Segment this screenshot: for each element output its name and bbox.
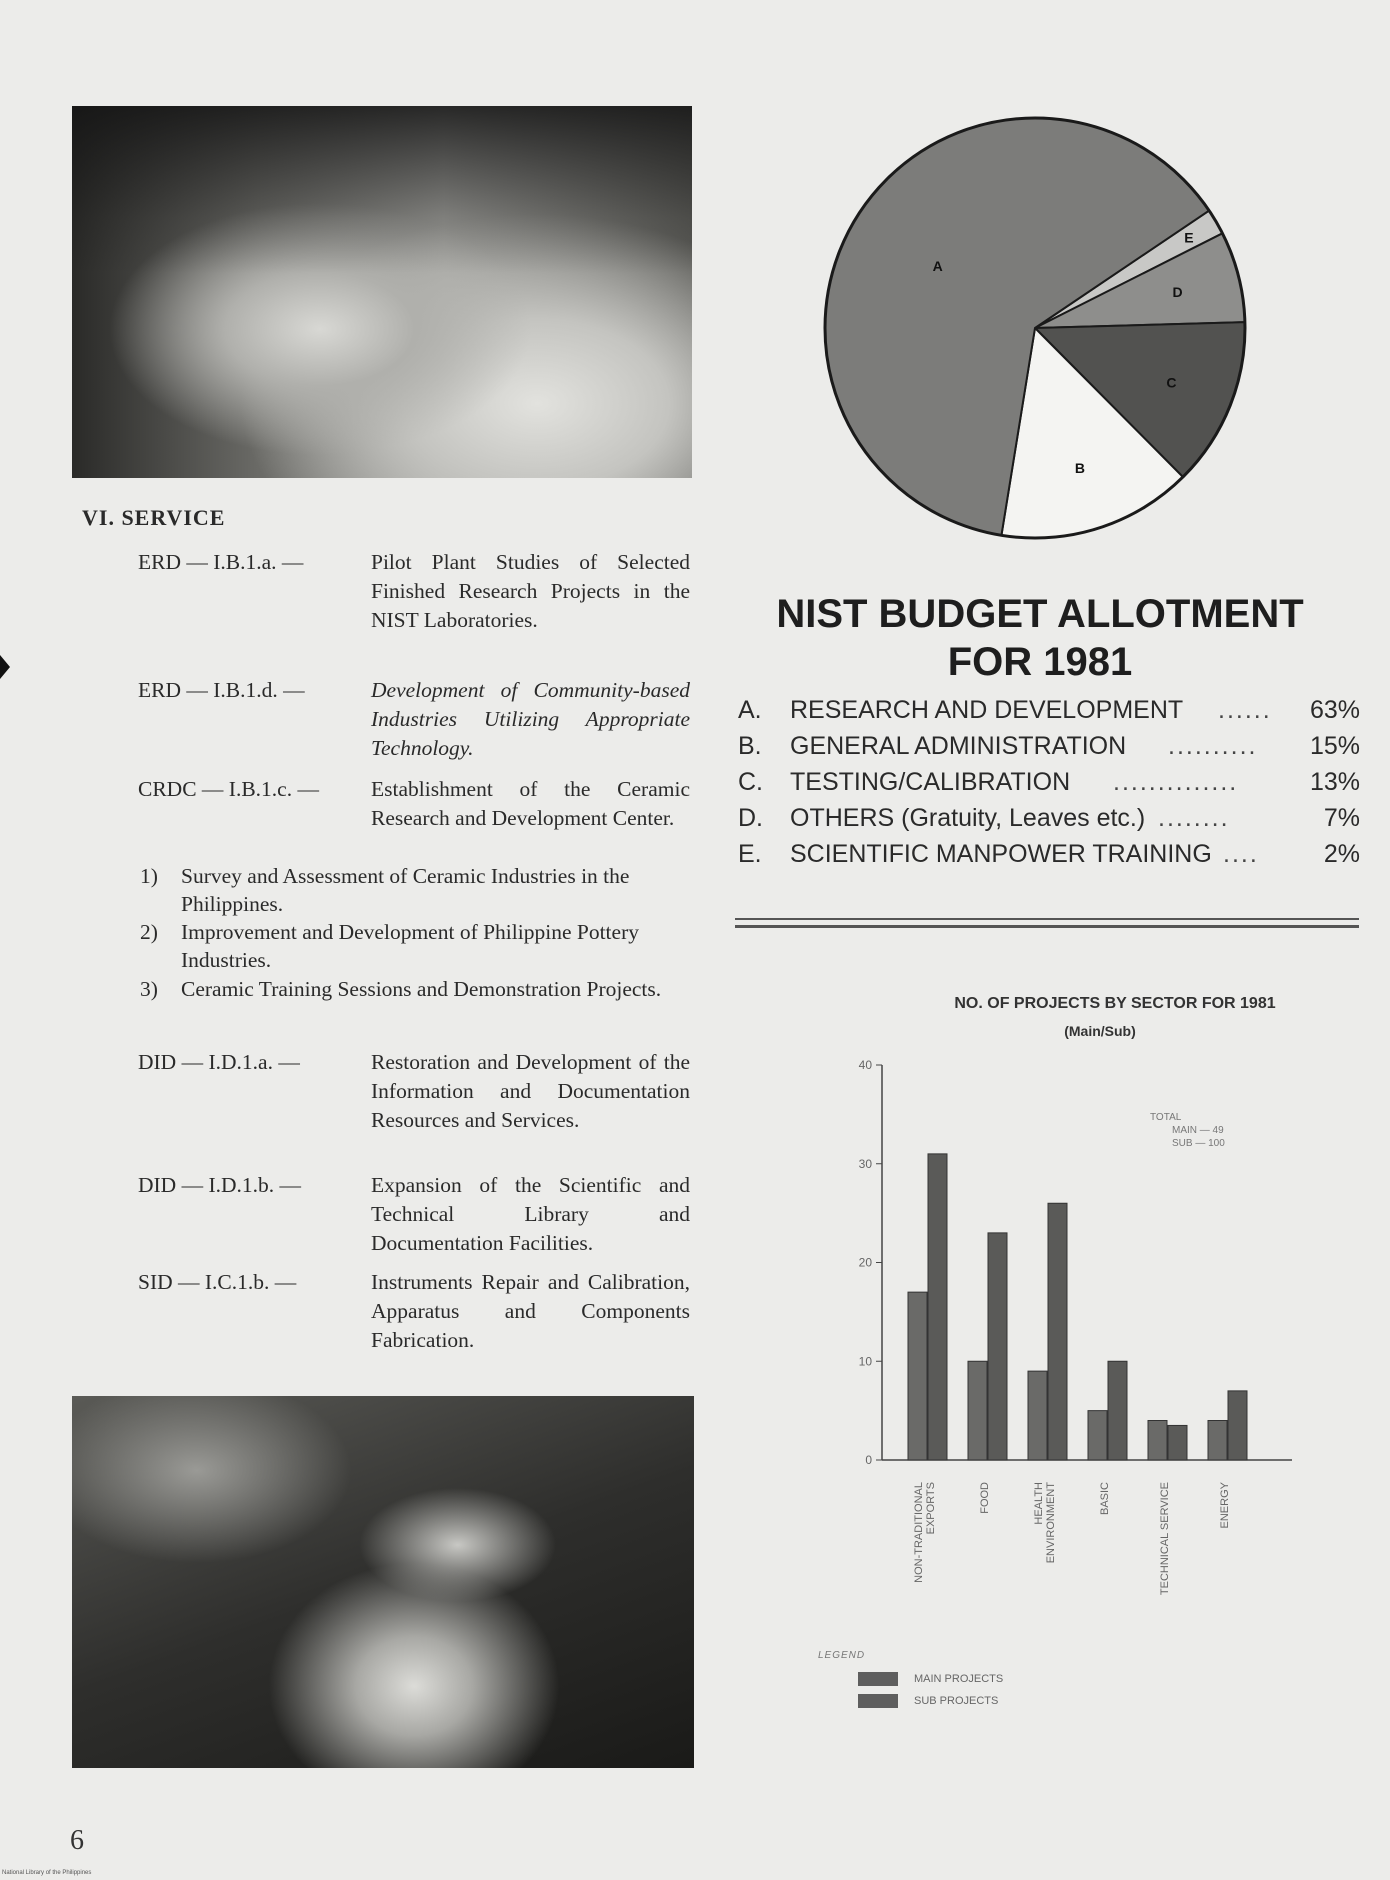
category-label [979,1482,991,1514]
budget-item-label: RESEARCH AND DEVELOPMENT [790,696,1184,724]
pie-label-a: A [932,257,943,274]
sub-item-text: Improvement and Development of Philippine Pottery Industries. [181,920,639,972]
budget-item [738,768,1360,804]
bar-sub [1108,1361,1127,1460]
category-labels [820,1470,1300,1630]
budget-title-line1: NIST BUDGET ALLOTMENT [776,592,1304,636]
category-label-line: TECHNICAL SERVICE [1159,1482,1171,1596]
legend-swatch [858,1672,898,1686]
budget-item-letter: B. [738,732,762,760]
legend-label: SUB PROJECTS [914,1694,999,1707]
entry-code: DID — I.D.1.b. — [138,1173,302,1197]
bar-chart-title: NO. OF PROJECTS BY SECTOR FOR 1981 [954,995,1276,1012]
legend-title: LEGEND [818,1650,866,1661]
budget-pie-chart [810,100,1250,556]
entry-description: Development of Community-based Industries Utilizing Appropriate Technology. [371,678,690,760]
category-label [1219,1481,1231,1528]
bar-main [968,1361,987,1460]
bar-sub [1228,1391,1247,1460]
category-label [1099,1482,1111,1515]
sub-item-text: Ceramic Training Sessions and Demonstration Projects. [181,977,662,1001]
category-label-line: EXPORTS [925,1482,937,1535]
bar-main [1028,1371,1047,1460]
category-label [1033,1482,1057,1564]
service-entry [138,676,690,763]
category-label-line: FOOD [979,1482,991,1514]
entry-description: Establishment of the Ceramic Research and Development Center. [371,777,690,830]
legend-swatch [858,1694,898,1708]
budget-item-percent: 15% [1309,732,1360,760]
entry-code: SID — I.C.1.b. — [138,1270,297,1294]
service-entry [138,1048,690,1135]
annotation-main: MAIN — 49 [1172,1125,1224,1136]
bar-sub [928,1154,947,1460]
divider-rule [735,925,1359,928]
y-tick-label: 20 [858,1255,872,1270]
service-entry [138,1171,690,1258]
budget-item-leader: .......... [1168,732,1258,760]
budget-item [738,840,1360,876]
pie-label-c: C [1166,374,1177,391]
budget-item-letter: C. [738,768,763,796]
annotation-sub: SUB — 100 [1172,1138,1225,1149]
budget-list [738,696,1360,876]
pie-label-e: E [1184,229,1194,246]
pie-label-d: D [1172,283,1183,300]
category-label-line: HEALTH [1033,1482,1045,1525]
section-title: VI. SERVICE [82,505,226,530]
category-label [1159,1482,1171,1595]
budget-title [730,590,1350,686]
bar-chart-subtitle: (Main/Sub) [1064,1023,1136,1039]
sub-item-text: Survey and Assessment of Ceramic Industries in the Philippines. [181,864,630,916]
budget-item [738,804,1360,840]
budget-item-leader: .... [1223,840,1259,868]
bar-main [908,1292,927,1460]
service-entry [138,548,690,635]
budget-item [738,696,1360,732]
service-entry [138,775,690,833]
y-tick-label: 30 [858,1156,872,1171]
budget-title-line2: FOR 1981 [947,640,1133,684]
entry-description: Restoration and Development of the Information and Documentation Resources and Services. [371,1050,690,1132]
sub-item-number: 1) [140,864,158,888]
bar-sub [988,1233,1007,1460]
budget-item-leader: ........ [1158,804,1230,832]
sub-item-number: 3) [140,977,158,1001]
y-tick-label: 0 [865,1453,872,1467]
entry-description: Expansion of the Scientific and Technical Library and Documentation Facilities. [371,1173,690,1255]
category-label-line: ENVIRONMENT [1045,1482,1057,1564]
entry-code: ERD — I.B.1.a. — [138,550,304,574]
budget-item-letter: A. [738,696,762,724]
page-number: 6 [70,1825,84,1856]
lab-photo [72,106,692,478]
budget-item-percent: 13% [1309,768,1360,796]
annotation-total: TOTAL [1150,1112,1182,1123]
service-entry [138,1268,690,1355]
sub-item [140,918,692,974]
bar-main [1208,1421,1227,1461]
sub-item [140,975,692,1003]
entry-code: ERD — I.B.1.d. — [138,678,305,702]
divider-rule [735,918,1359,920]
budget-item-label: OTHERS (Gratuity, Leaves etc.) [790,804,1146,832]
category-label-line: BASIC [1099,1482,1111,1516]
legend-item-main [858,1672,1003,1686]
margin-mark [0,655,10,679]
legend-item-sub [858,1694,998,1708]
budget-item-percent: 63% [1309,696,1360,724]
bar-sub [1048,1203,1067,1460]
budget-item-label: SCIENTIFIC MANPOWER TRAINING [790,840,1212,868]
budget-item-label: TESTING/CALIBRATION [790,768,1071,796]
pie-label-b: B [1074,459,1085,476]
budget-item-label: GENERAL ADMINISTRATION [790,732,1127,760]
entry-code: DID — I.D.1.a. — [138,1050,300,1074]
category-label-line: NON-TRADITIONAL [913,1482,925,1583]
bar-sub [1168,1425,1187,1460]
footer-text: National Library of the Philippines [2,1870,92,1876]
workshop-photo [72,1396,694,1768]
budget-item-letter: E. [738,840,762,868]
y-tick-label: 10 [858,1354,872,1369]
budget-item-percent: 7% [1323,804,1360,832]
category-label [913,1482,937,1583]
budget-item-leader: ...... [1218,696,1272,724]
category-label-line: ENERGY [1219,1482,1231,1529]
y-tick-label: 40 [858,1058,872,1072]
sub-item [140,862,692,918]
entry-description: Instruments Repair and Calibration, Apparatus and Components Fabrication. [371,1270,690,1352]
legend-label: MAIN PROJECTS [914,1672,1004,1685]
budget-item-percent: 2% [1323,840,1360,868]
bar-main [1088,1411,1107,1460]
bar-main [1148,1421,1167,1461]
sub-item-number: 2) [140,920,158,944]
entry-description: Pilot Plant Studies of Selected Finished Research Projects in the NIST Laboratories. [371,550,690,632]
budget-item-leader: .............. [1113,768,1239,796]
projects-bar-chart [820,1050,1300,1470]
budget-item-letter: D. [738,804,763,832]
budget-item [738,732,1360,768]
entry-code: CRDC — I.B.1.c. — [138,777,319,801]
